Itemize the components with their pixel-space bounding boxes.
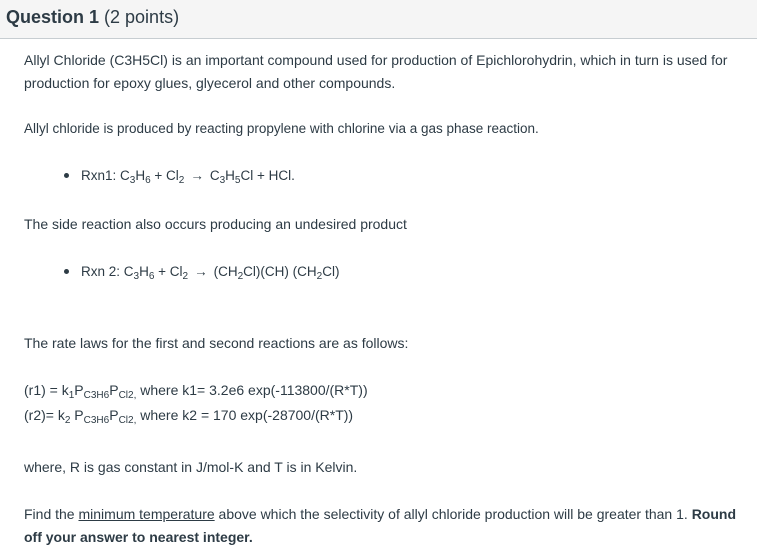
rate-laws-intro: The rate laws for the first and second reactions are as follows:	[24, 335, 409, 351]
rate-law-2: $(r2)= k_2$ $P_{C3H6}P_{Cl2,}$ where k2 = 170 exp(-28700/(R*T))	[24, 407, 354, 426]
reaction-1: Rxn1: $C_3H_6 + Cl_2 \to C_3H_5Cl$ + HCl.	[81, 164, 295, 187]
arrow-icon: →	[194, 264, 208, 279]
reaction-2: Rxn 2: $C_3H_6 + Cl_2 \to (CH_2Cl)(CH)$ $(CH_2Cl)$	[81, 260, 339, 283]
bullet-dot	[64, 269, 69, 274]
minimum-temperature-emphasis: minimum temperature	[78, 506, 215, 522]
arrow-icon: →	[190, 168, 204, 183]
production-paragraph: Allyl chloride is produced by reacting propylene with chlorine via a gas phase reaction.	[24, 121, 539, 136]
units-paragraph: where, R is gas constant in J/mol-K and T is in Kelvin.	[24, 459, 358, 475]
bullet-dot	[64, 173, 69, 178]
rounding-instruction: Round off your answer to nearest integer.	[24, 506, 737, 545]
task-paragraph: Find the minimum temperature above which the selectivity of allyl chloride production will be greater than 1. Round off your answer to nearest integer.	[24, 506, 737, 545]
question-points: (2 points)	[104, 7, 180, 27]
rate-law-1: $(r1) = k_1P_{C3H6}P_{Cl2,}$ where k1= 3.2e6 exp(-113800/(R*T))	[24, 382, 368, 401]
question-number: Question 1	[6, 7, 100, 27]
question-header	[0, 0, 757, 39]
intro-paragraph: Allyl Chloride (C3H5Cl) is an important compound used for production of Epichlorohydrin, which in turn is used for production for epoxy glues, glyecerol and other compounds.	[24, 52, 728, 91]
question-title	[6, 7, 179, 28]
side-reaction-paragraph: The side reaction also occurs producing an undesired product	[24, 216, 407, 232]
